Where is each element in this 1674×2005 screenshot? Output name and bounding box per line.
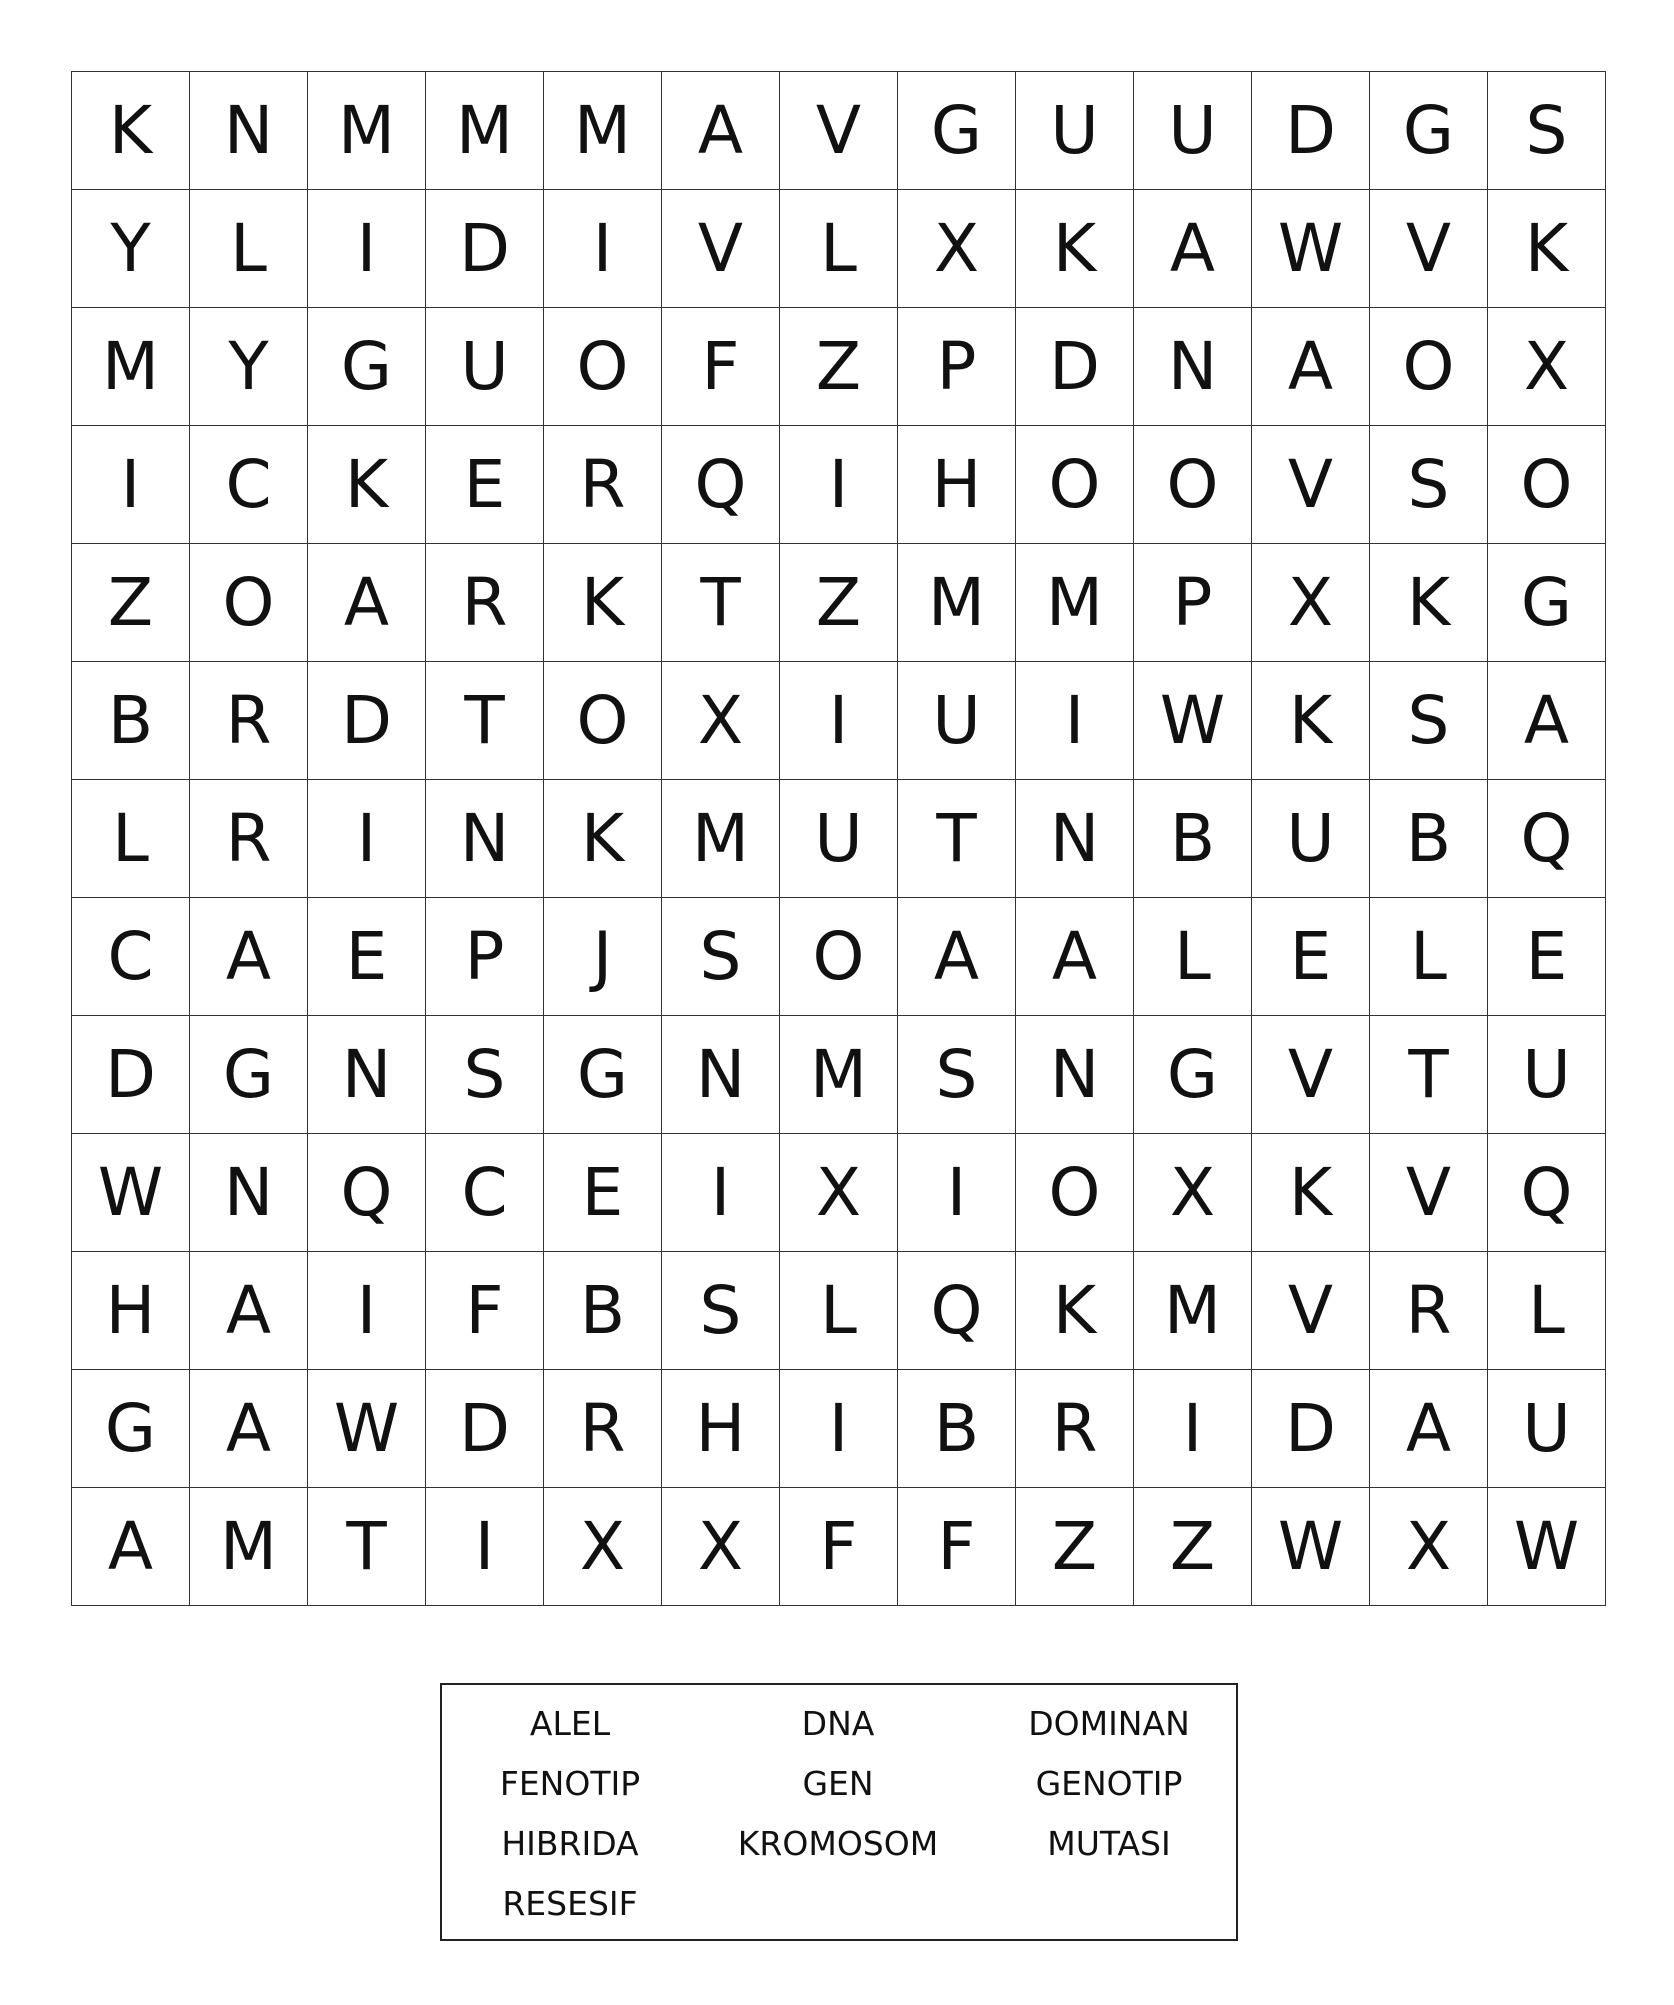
grid-cell[interactable]: F xyxy=(898,1488,1016,1606)
grid-cell[interactable]: N xyxy=(426,780,544,898)
grid-row xyxy=(72,544,1606,662)
grid-cell[interactable]: X xyxy=(1488,308,1606,426)
grid-cell[interactable]: D xyxy=(308,662,426,780)
word-list-item: ALEL xyxy=(529,1704,611,1743)
grid-cell[interactable]: A xyxy=(1016,898,1134,1016)
grid-cell[interactable]: S xyxy=(662,898,780,1016)
word-list-item: MUTASI xyxy=(1047,1824,1171,1863)
grid-cell[interactable]: R xyxy=(1370,1252,1488,1370)
grid-cell[interactable]: N xyxy=(308,1016,426,1134)
grid-cell[interactable]: Q xyxy=(308,1134,426,1252)
grid-row xyxy=(72,1252,1606,1370)
grid-cell[interactable]: K xyxy=(308,426,426,544)
grid-cell[interactable]: D xyxy=(1252,1370,1370,1488)
grid-cell[interactable]: L xyxy=(780,190,898,308)
grid-cell[interactable]: U xyxy=(1252,780,1370,898)
grid-row xyxy=(72,1016,1606,1134)
grid-cell[interactable]: A xyxy=(662,72,780,190)
grid-cell[interactable]: G xyxy=(1370,72,1488,190)
grid-cell[interactable]: N xyxy=(662,1016,780,1134)
grid-cell[interactable]: A xyxy=(1370,1370,1488,1488)
word-list-item: KROMOSOM xyxy=(737,1824,939,1863)
grid-cell[interactable]: D xyxy=(72,1016,190,1134)
grid-cell[interactable]: O xyxy=(1016,1134,1134,1252)
grid-cell[interactable]: I xyxy=(308,780,426,898)
grid-cell[interactable]: V xyxy=(780,72,898,190)
grid-row xyxy=(72,1488,1606,1606)
grid-cell[interactable]: X xyxy=(544,1488,662,1606)
grid-cell[interactable]: T xyxy=(426,662,544,780)
grid-cell[interactable]: B xyxy=(898,1370,1016,1488)
grid-cell[interactable]: A xyxy=(190,1252,308,1370)
grid-cell[interactable]: O xyxy=(544,662,662,780)
grid-cell[interactable]: B xyxy=(544,1252,662,1370)
grid-cell[interactable]: G xyxy=(1134,1016,1252,1134)
grid-cell[interactable]: S xyxy=(1370,426,1488,544)
grid-cell[interactable]: G xyxy=(1488,544,1606,662)
grid-cell[interactable]: X xyxy=(1370,1488,1488,1606)
word-list-item: GENOTIP xyxy=(1035,1764,1183,1803)
grid-cell[interactable]: L xyxy=(1134,898,1252,1016)
grid-cell[interactable]: H xyxy=(898,426,1016,544)
grid-cell[interactable]: B xyxy=(1134,780,1252,898)
grid-cell[interactable]: K xyxy=(1370,544,1488,662)
grid-cell[interactable]: X xyxy=(898,190,1016,308)
grid-cell[interactable]: C xyxy=(72,898,190,1016)
grid-cell[interactable]: D xyxy=(1016,308,1134,426)
grid-row xyxy=(72,426,1606,544)
grid-cell[interactable]: I xyxy=(308,1252,426,1370)
grid-cell[interactable]: X xyxy=(662,662,780,780)
grid-cell[interactable]: Z xyxy=(1134,1488,1252,1606)
grid-cell[interactable]: A xyxy=(1488,662,1606,780)
grid-cell[interactable]: Q xyxy=(898,1252,1016,1370)
grid-cell[interactable]: W xyxy=(1488,1488,1606,1606)
grid-cell[interactable]: Q xyxy=(662,426,780,544)
grid-cell[interactable]: M xyxy=(190,1488,308,1606)
grid-cell[interactable]: T xyxy=(1370,1016,1488,1134)
grid-cell[interactable]: V xyxy=(1252,1252,1370,1370)
grid-cell[interactable]: U xyxy=(898,662,1016,780)
grid-cell[interactable]: I xyxy=(426,1488,544,1606)
grid-cell[interactable]: A xyxy=(1134,190,1252,308)
grid-cell[interactable]: I xyxy=(780,1370,898,1488)
grid-cell[interactable]: E xyxy=(1252,898,1370,1016)
grid-cell[interactable]: M xyxy=(544,72,662,190)
grid-cell[interactable]: A xyxy=(1252,308,1370,426)
grid-cell[interactable]: M xyxy=(426,72,544,190)
grid-cell[interactable]: A xyxy=(308,544,426,662)
grid-cell[interactable]: U xyxy=(780,780,898,898)
grid-cell[interactable]: F xyxy=(426,1252,544,1370)
grid-cell[interactable]: I xyxy=(1016,662,1134,780)
grid-cell[interactable]: R xyxy=(544,1370,662,1488)
grid-row xyxy=(72,72,1606,190)
grid-cell[interactable]: E xyxy=(544,1134,662,1252)
grid-cell[interactable]: M xyxy=(1016,544,1134,662)
grid-cell[interactable]: K xyxy=(1252,1134,1370,1252)
grid-cell[interactable]: N xyxy=(1016,780,1134,898)
grid-cell[interactable]: B xyxy=(72,662,190,780)
grid-cell[interactable]: D xyxy=(426,190,544,308)
grid-row xyxy=(72,190,1606,308)
grid-cell[interactable]: G xyxy=(190,1016,308,1134)
grid-cell[interactable]: F xyxy=(662,308,780,426)
grid-cell[interactable]: N xyxy=(190,1134,308,1252)
grid-cell[interactable]: O xyxy=(780,898,898,1016)
grid-cell[interactable]: T xyxy=(662,544,780,662)
grid-cell[interactable]: M xyxy=(72,308,190,426)
grid-cell[interactable]: X xyxy=(1134,1134,1252,1252)
grid-cell[interactable]: Q xyxy=(1488,780,1606,898)
grid-cell[interactable]: R xyxy=(544,426,662,544)
grid-cell[interactable]: A xyxy=(190,1370,308,1488)
grid-cell[interactable]: O xyxy=(190,544,308,662)
grid-cell[interactable]: L xyxy=(780,1252,898,1370)
grid-cell[interactable]: X xyxy=(662,1488,780,1606)
grid-cell[interactable]: O xyxy=(1134,426,1252,544)
grid-row xyxy=(72,898,1606,1016)
grid-cell[interactable]: O xyxy=(1488,426,1606,544)
grid-cell[interactable]: V xyxy=(1252,1016,1370,1134)
grid-cell[interactable]: T xyxy=(898,780,1016,898)
grid-row xyxy=(72,780,1606,898)
grid-cell[interactable]: A xyxy=(190,898,308,1016)
grid-cell[interactable]: Y xyxy=(72,190,190,308)
grid-cell[interactable]: R xyxy=(190,662,308,780)
grid-cell[interactable]: U xyxy=(1134,72,1252,190)
grid-cell[interactable]: Z xyxy=(780,544,898,662)
grid-row xyxy=(72,1370,1606,1488)
grid-cell[interactable]: E xyxy=(426,426,544,544)
grid-cell[interactable]: C xyxy=(426,1134,544,1252)
grid-cell[interactable]: I xyxy=(780,426,898,544)
grid-cell[interactable]: Z xyxy=(1016,1488,1134,1606)
grid-cell[interactable]: P xyxy=(1134,544,1252,662)
grid-cell[interactable]: I xyxy=(662,1134,780,1252)
grid-cell[interactable]: B xyxy=(1370,780,1488,898)
grid-cell[interactable]: M xyxy=(898,544,1016,662)
grid-cell[interactable]: M xyxy=(662,780,780,898)
grid-cell[interactable]: U xyxy=(1016,72,1134,190)
grid-cell[interactable]: M xyxy=(1134,1252,1252,1370)
grid-cell[interactable]: K xyxy=(544,780,662,898)
grid-cell[interactable]: L xyxy=(190,190,308,308)
grid-cell[interactable]: L xyxy=(1488,1252,1606,1370)
grid-cell[interactable]: W xyxy=(1252,1488,1370,1606)
letter-grid xyxy=(71,71,1606,1606)
grid-cell[interactable]: X xyxy=(1252,544,1370,662)
grid-cell[interactable]: I xyxy=(72,426,190,544)
grid-cell[interactable]: H xyxy=(72,1252,190,1370)
grid-cell[interactable]: S xyxy=(1370,662,1488,780)
grid-cell[interactable]: X xyxy=(780,1134,898,1252)
grid-cell[interactable]: T xyxy=(308,1488,426,1606)
grid-cell[interactable]: E xyxy=(308,898,426,1016)
grid-cell[interactable]: W xyxy=(72,1134,190,1252)
grid-cell[interactable]: K xyxy=(1252,662,1370,780)
grid-cell[interactable]: S xyxy=(662,1252,780,1370)
grid-cell[interactable]: I xyxy=(308,190,426,308)
grid-cell[interactable]: K xyxy=(1016,190,1134,308)
grid-cell[interactable]: K xyxy=(544,544,662,662)
grid-cell[interactable]: S xyxy=(1488,72,1606,190)
grid-cell[interactable]: W xyxy=(1134,662,1252,780)
grid-cell[interactable]: L xyxy=(72,780,190,898)
word-list-item: DNA xyxy=(801,1704,875,1743)
grid-cell[interactable]: S xyxy=(898,1016,1016,1134)
grid-cell[interactable]: P xyxy=(426,898,544,1016)
grid-cell[interactable]: F xyxy=(780,1488,898,1606)
grid-cell[interactable]: Z xyxy=(780,308,898,426)
grid-cell[interactable]: P xyxy=(898,308,1016,426)
grid-row xyxy=(72,662,1606,780)
grid-cell[interactable]: M xyxy=(308,72,426,190)
grid-cell[interactable]: K xyxy=(1016,1252,1134,1370)
grid-cell[interactable]: A xyxy=(898,898,1016,1016)
grid-cell[interactable]: W xyxy=(1252,190,1370,308)
grid-cell[interactable]: O xyxy=(1016,426,1134,544)
grid-cell[interactable]: K xyxy=(1488,190,1606,308)
grid-row xyxy=(72,308,1606,426)
grid-cell[interactable]: W xyxy=(308,1370,426,1488)
grid-cell[interactable]: I xyxy=(898,1134,1016,1252)
grid-cell[interactable]: I xyxy=(544,190,662,308)
grid-cell[interactable]: I xyxy=(1134,1370,1252,1488)
grid-cell[interactable]: U xyxy=(1488,1016,1606,1134)
grid-cell[interactable]: R xyxy=(426,544,544,662)
grid-cell[interactable]: G xyxy=(72,1370,190,1488)
grid-cell[interactable]: I xyxy=(780,662,898,780)
grid-cell[interactable]: U xyxy=(1488,1370,1606,1488)
word-list xyxy=(440,1683,1238,1941)
grid-cell[interactable]: M xyxy=(780,1016,898,1134)
grid-cell[interactable]: A xyxy=(72,1488,190,1606)
grid-cell[interactable]: N xyxy=(1134,308,1252,426)
grid-cell[interactable]: D xyxy=(1252,72,1370,190)
grid-cell[interactable]: V xyxy=(1370,1134,1488,1252)
grid-cell[interactable]: E xyxy=(1488,898,1606,1016)
grid-cell[interactable]: Z xyxy=(72,544,190,662)
word-list-item: FENOTIP xyxy=(499,1764,641,1803)
grid-cell[interactable]: S xyxy=(426,1016,544,1134)
word-list-item: HIBRIDA xyxy=(501,1824,639,1863)
grid-cell[interactable]: V xyxy=(662,190,780,308)
grid-cell[interactable]: C xyxy=(190,426,308,544)
grid-cell[interactable]: O xyxy=(544,308,662,426)
word-list-item: DOMINAN xyxy=(1028,1704,1190,1743)
grid-cell[interactable]: Q xyxy=(1488,1134,1606,1252)
grid-row xyxy=(72,1134,1606,1252)
grid-cell[interactable]: V xyxy=(1370,190,1488,308)
grid-cell[interactable]: O xyxy=(1370,308,1488,426)
grid-cell[interactable]: H xyxy=(662,1370,780,1488)
grid-cell[interactable]: Y xyxy=(190,308,308,426)
grid-cell[interactable]: K xyxy=(72,72,190,190)
word-list-item: RESESIF xyxy=(502,1884,638,1923)
grid-cell[interactable]: G xyxy=(544,1016,662,1134)
grid-cell[interactable]: N xyxy=(1016,1016,1134,1134)
grid-cell[interactable]: G xyxy=(308,308,426,426)
grid-cell[interactable]: N xyxy=(190,72,308,190)
word-list-item: GEN xyxy=(802,1764,874,1803)
grid-cell[interactable]: J xyxy=(544,898,662,1016)
grid-cell[interactable]: U xyxy=(426,308,544,426)
grid-cell[interactable]: R xyxy=(190,780,308,898)
grid-cell[interactable]: R xyxy=(1016,1370,1134,1488)
grid-cell[interactable]: V xyxy=(1252,426,1370,544)
grid-cell[interactable]: L xyxy=(1370,898,1488,1016)
grid-cell[interactable]: D xyxy=(426,1370,544,1488)
grid-cell[interactable]: G xyxy=(898,72,1016,190)
